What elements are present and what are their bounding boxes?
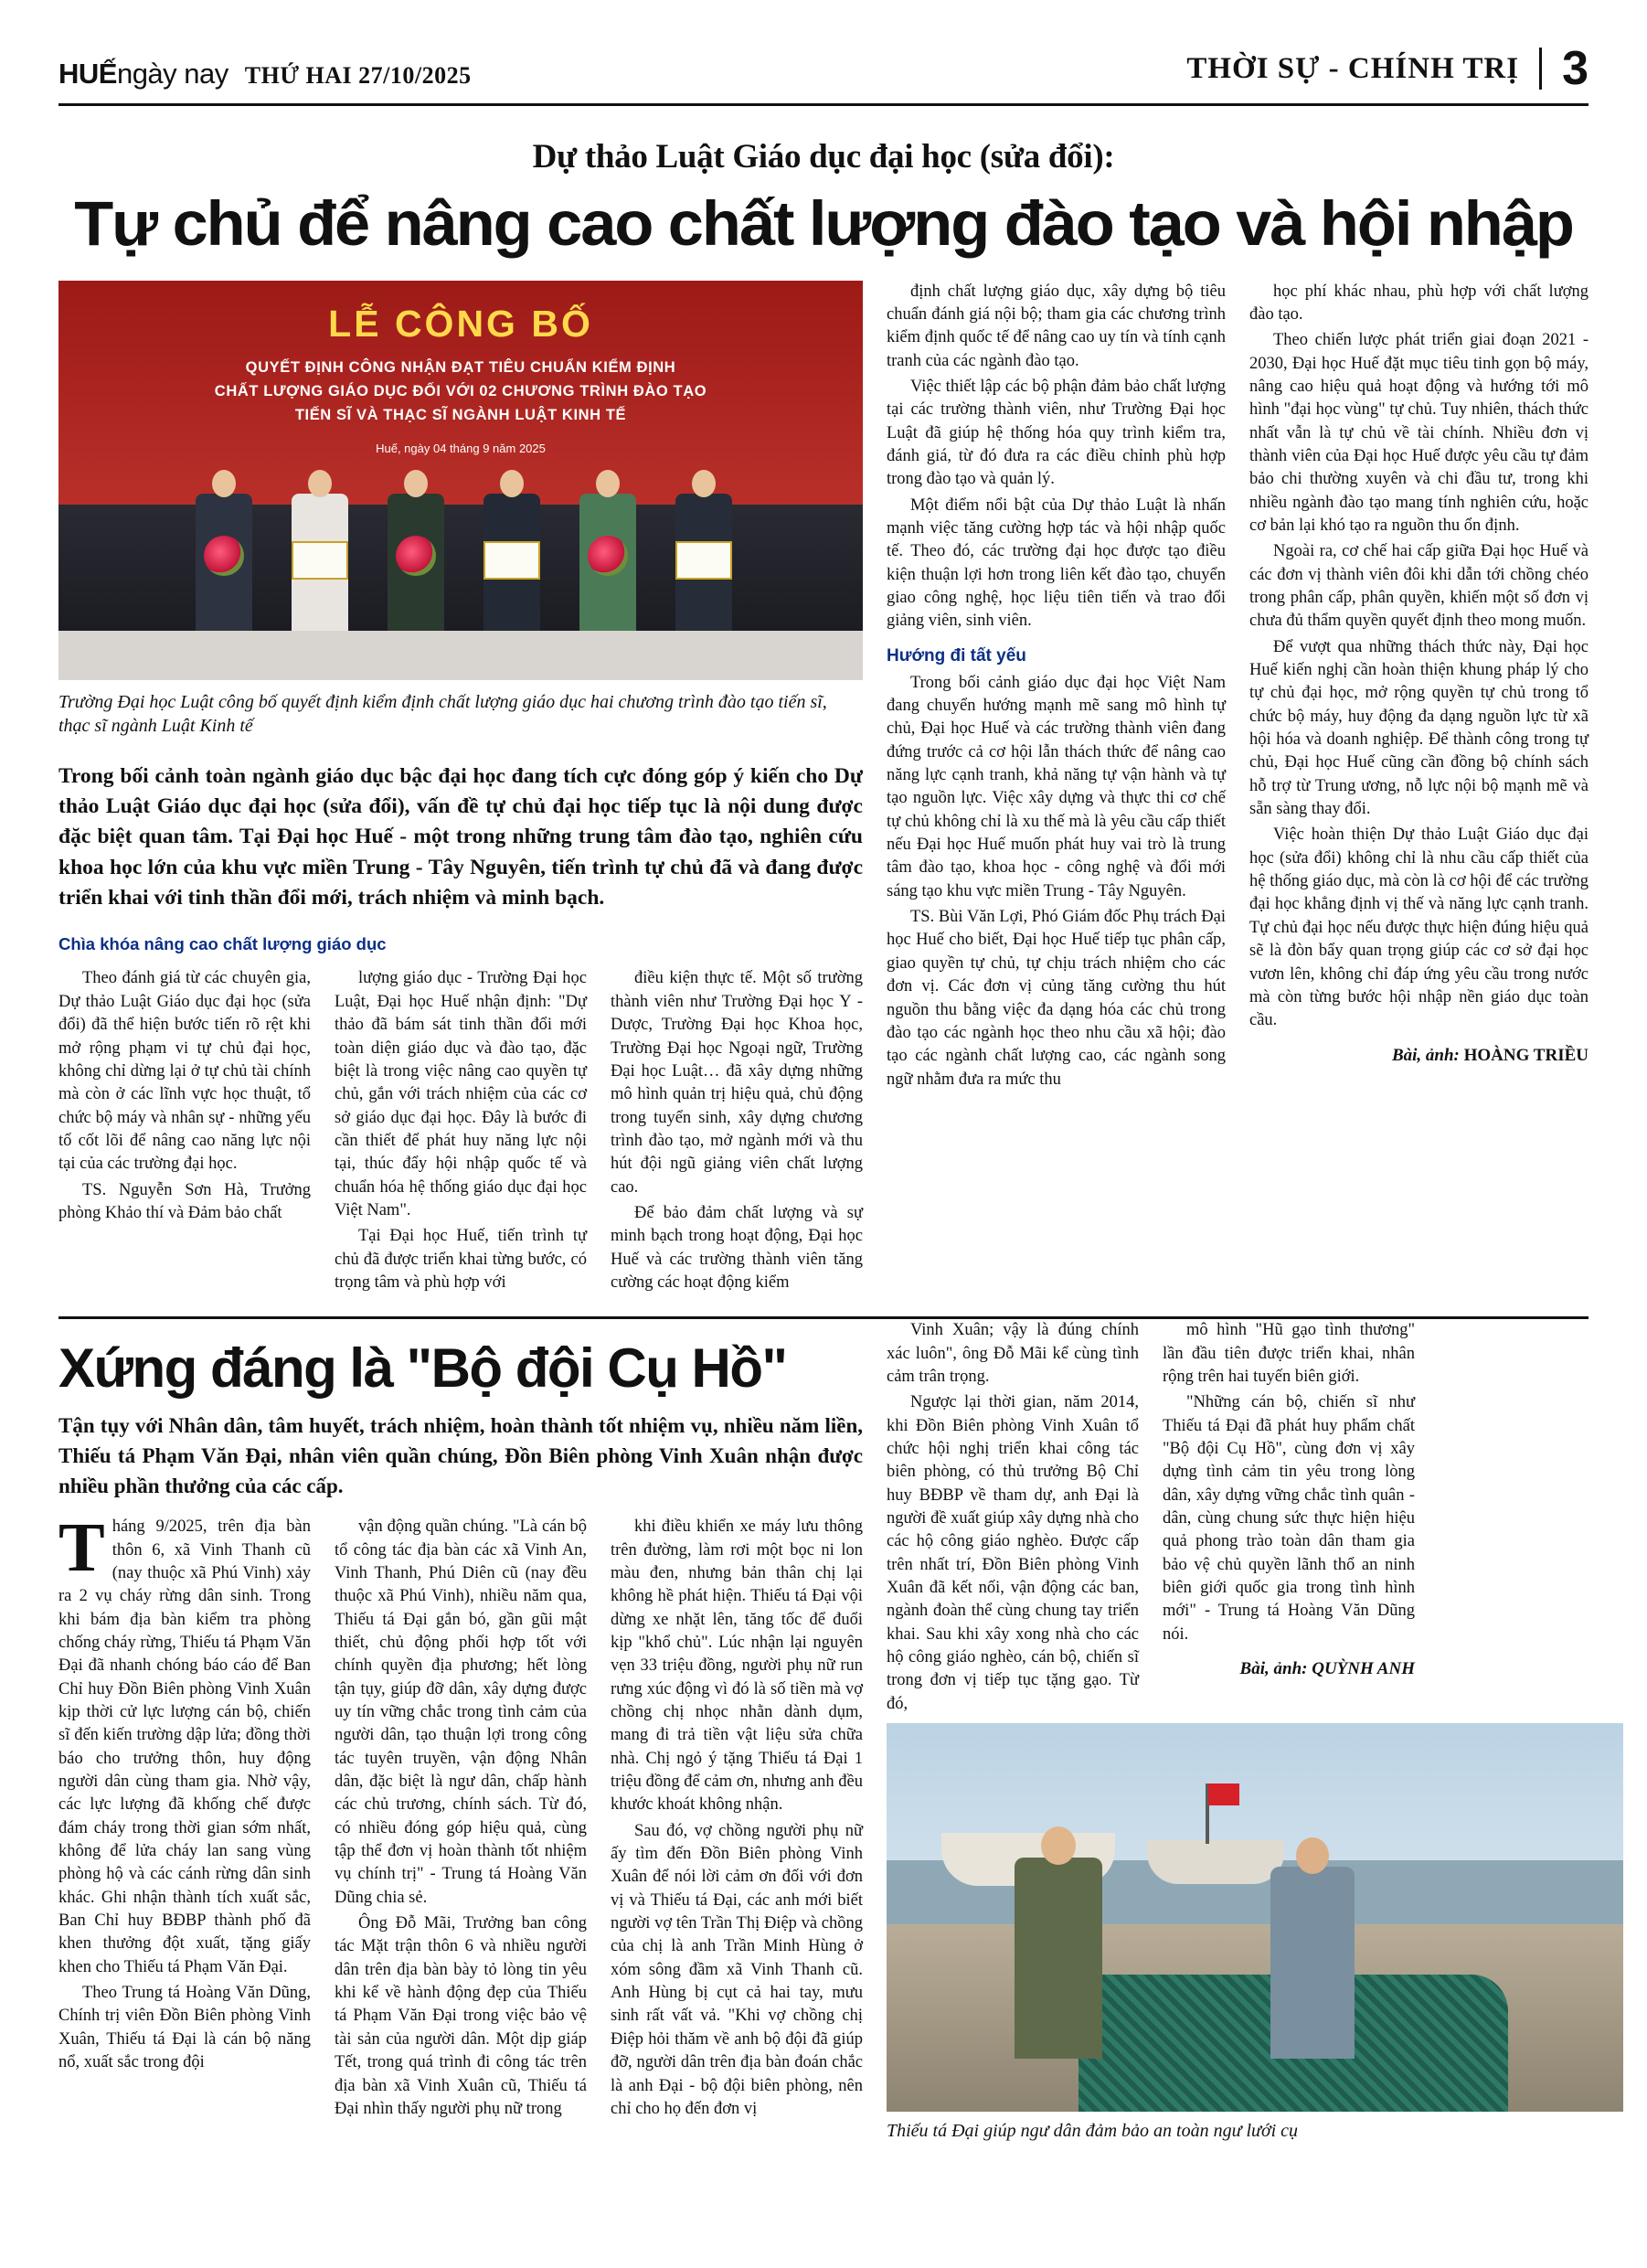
article1-left-block — [58, 281, 863, 1295]
article1-byline — [1249, 1046, 1589, 1066]
publication-logo — [58, 58, 228, 91]
article1-column-4 — [887, 281, 1226, 1295]
page-number: 3 — [1562, 42, 1589, 95]
article1-column-2 — [335, 967, 587, 1294]
article2-right-block — [887, 1319, 1623, 2142]
banner-line-3: TIẾN SĨ VÀ THẠC SĨ NGÀNH LUẬT KINH TẾ — [294, 406, 627, 423]
issue-date: THỨ HAI 27/10/2025 — [244, 61, 472, 89]
article1-photo — [58, 281, 863, 680]
paragraph: Sau đó, vợ chồng người phụ nữ ấy tìm đến Đồn Biên phòng Vinh Xuân để nói lời cảm ơn đối với đơn vị và Thiếu tá Đại, các anh mới biết người vợ tên Trần Thị Điệp và chồng của chị là anh Trần Minh Hùng ở xóm sông đầm xã Vinh Thanh cũ. Anh Hùng bị cụt cả hai tay, mưu sinh rất vất vả. "Khi vợ chồng chị Điệp hỏi thăm về anh bộ đội đã giúp đỡ, người dân trên địa bàn đoán chắc là anh Đại - bộ đội biên phòng, nên chỉ cho họ đến đơn vị — [611, 1821, 863, 2118]
article1-subhead-2: Hướng đi tất yếu — [887, 645, 1026, 665]
paragraph: Theo Trung tá Hoàng Văn Dũng, Chính trị viên Đồn Biên phòng Vinh Xuân, Thiếu tá Đại là cán bộ năng nổ, xuất sắc trong đội — [58, 1984, 311, 2072]
paragraph: Theo chiến lược phát triển giai đoạn 2021 - 2030, Đại học Huế đặt mục tiêu tinh gọn bộ máy, nâng cao hiệu quả hoạt động và hướng tới mô hình "đại học vùng" tự chủ. Tuy nhiên, thách thức nhất vẫn là tự chủ về tài chính. Nhiều đơn vị thành viên của Đại học Huế được yêu cầu tự đảm bảo chi thường xuyên và chi đầu tư, trong khi nhiều ngành đào tạo mang tính nghiên cứu, hoặc cơ bản lại khó tạo ra nguồn thu ổn định. — [1249, 331, 1589, 535]
article2-columns-right — [887, 1319, 1623, 1716]
person-head — [500, 470, 524, 497]
article1-body — [58, 281, 1589, 1295]
byline-prefix: Bài, ảnh: — [1391, 1045, 1460, 1065]
bouquet-icon — [396, 536, 436, 576]
bouquet-icon — [588, 536, 628, 576]
article1-column-5 — [1249, 281, 1589, 1295]
byline-author: QUỲNH ANH — [1312, 1659, 1415, 1679]
paragraph: Một điểm nổi bật của Dự thảo Luật là nhấn mạnh việc tăng cường hợp tác và hội nhập quốc tế. Theo đó, các trường đại học được tạo điều kiện thuận lợi hơn trong liên kết đào tạo, chuyển giao công nghệ, học liệu tiên tiến và trao đổi giảng viên, sinh viên. — [887, 495, 1226, 631]
paragraph: Theo đánh giá từ các chuyên gia, Dự thảo Luật Giáo dục đại học (sửa đổi) đã thể hiện bước tiến rõ rệt khi mở rộng phạm vi tự chủ đại học, không chỉ dừng lại ở tự chủ tài chính mà còn ở các lĩnh vực học thuật, tổ chức bộ máy và nhân sự - những yếu tố cốt lõi để nâng cao năng lực nội tại của các trường đại học. — [58, 969, 311, 1174]
photo-person — [292, 494, 348, 631]
article2-byline — [1163, 1659, 1415, 1679]
article1-subhead-1: Chìa khóa nâng cao chất lượng giáo dục — [58, 934, 387, 954]
photo-person — [675, 494, 732, 631]
paragraph: Ngoài ra, cơ chế hai cấp giữa Đại học Huế và các đơn vị thành viên đôi khi dẫn tới chồng chéo trong phân cấp, phân quyền, khiến một số đơn vị chưa đủ thẩm quyền quyết định theo mong muốn. — [1249, 542, 1589, 631]
paragraph: Vinh Xuân; vậy là đúng chính xác luôn", ông Đỗ Mãi kể cùng tình cảm trân trọng. — [887, 1321, 1139, 1386]
banner-line-1: QUYẾT ĐỊNH CÔNG NHẬN ĐẠT TIÊU CHUẨN KIỂM ĐỊNH — [245, 358, 676, 376]
article2-column-2 — [335, 1516, 587, 2121]
paragraph: mô hình "Hũ gạo tình thương" lần đầu tiên được triển khai, nhân rộng trên hai tuyến biên giới. — [1163, 1321, 1415, 1386]
paragraph: TS. Nguyễn Sơn Hà, Trưởng phòng Khảo thí và Đảm bảo chất — [58, 1180, 311, 1222]
person-head — [212, 470, 236, 497]
flag-icon — [1208, 1784, 1239, 1805]
photo-person — [579, 494, 636, 631]
stage-floor — [58, 631, 863, 680]
paragraph: Tại Đại học Huế, tiến trình tự chủ đã được triển khai từng bước, có trọng tâm và phù hợp với — [335, 1227, 587, 1292]
paragraph: học phí khác nhau, phù hợp với chất lượng đào tạo. — [1249, 282, 1589, 324]
article2-column-1 — [58, 1509, 311, 2121]
byline-prefix: Bài, ảnh: — [1239, 1659, 1308, 1679]
person-head — [308, 470, 332, 497]
person-head — [692, 470, 716, 497]
paragraph: Trong bối cảnh giáo dục đại học Việt Nam đang chuyển hướng mạnh mẽ sang mô hình tự chủ, Đại học Huế và các trường thành viên đang đứng trước cả cơ hội lẫn thách thức để nâng cao năng lực cạnh tranh, khả năng tự vận hành và tự tạo nguồn lực. Việc xây dựng và thực thi cơ chế tự chủ không chỉ là xu thế mà là yêu cầu cấp thiết nếu Đại học Huế muốn phát huy vai trò là trung tâm đào tạo, khoa học - công nghệ và đổi mới sáng tạo khu vực miền Trung - Tây Nguyên. — [887, 673, 1226, 900]
article1-column-1 — [58, 967, 311, 1294]
paragraph: khi điều khiển xe máy lưu thông trên đường, làm rơi một bọc ni lon màu đen, nhưng bản thân chị lại không hề phát hiện. Thiếu tá Đại vội dừng xe nhặt lên, tăng tốc để đuổi kịp "khổ chủ". Lúc nhận lại nguyên vẹn 33 triệu đồng, người phụ nữ run rưng xúc động vì đó là số tiền mà vợ chồng chị nhọc nhằn dành dụm, mang đi trả tiền vật liệu sửa chữa nhà. Chị ngỏ ý tặng Thiếu tá Đại 1 triệu đồng để cảm ơn, nhưng anh đều khước khoát không nhận. — [611, 1517, 863, 1815]
paragraph: Việc hoàn thiện Dự thảo Luật Giáo dục đại học (sửa đổi) không chỉ là nhu cầu cấp thiết của hệ thống giáo dục, mà còn là cơ hội để các trường đại học khẳng định vị thế và năng lực cạnh tranh. Tự chủ đại học nếu được thực hiện đúng hiệu quả sẽ là đòn bẩy quan trọng giúp các cơ sở đại học vươn lên, không chỉ đáp ứng yêu cầu trong nước mà còn từng bước hội nhập nền giáo dục toàn cầu. — [1249, 825, 1589, 1030]
paragraph: Ngược lại thời gian, năm 2014, khi Đồn Biên phòng Vinh Xuân tổ chức hội nghị triển khai công tác biên phòng, có thủ trưởng Bộ Chỉ huy BĐBP về tham dự, anh Đại là người đề xuất giúp xây dựng nhà cho các hộ công giáo nghèo. Được cấp trên nhất trí, Đồn Biên phòng Vinh Xuân đã kết nối, vận động các ban, ngành đoàn thể cùng chung tay triển khai. Sau khi xây xong nhà cho các hộ công giáo nghèo, cán bộ, chiến sĩ trong đơn vị tiếp tục tặng gạo. Từ đó, — [887, 1393, 1139, 1713]
banner-title: LỄ CÔNG BỐ — [328, 302, 593, 345]
article2-column-5 — [1163, 1319, 1415, 1716]
certificate-icon — [483, 541, 540, 580]
article1-column-3 — [611, 967, 863, 1294]
article2-columns-left — [58, 1509, 863, 2121]
person-head — [596, 470, 620, 497]
paragraph: Tháng 9/2025, trên địa bàn thôn 6, xã Vinh Thanh cũ (nay thuộc xã Phú Vinh) xảy ra 2 vụ cháy rừng dân sinh. Trong khi bám địa bàn kiểm tra phòng chống cháy rừng, Thiếu tá Phạm Văn Đại đã nhanh chóng báo cáo để Ban Chỉ huy Đồn Biên phòng Vinh Xuân kịp thời cử lực lượng cán bộ, chiến sĩ đến kiến trường dập lửa; đồng thời báo cho trưởng thôn, huy động người dân cùng tham gia. Nhờ vậy, các lực lượng đã khống chế được đám cháy trong thời gian sớm nhất, không để lửa cháy lan sang vùng phòng hộ và các cánh rừng dân sinh khác. Ghi nhận thành tích xuất sắc, Ban Chỉ huy BĐBP thành phố đã khen thưởng đột xuất, tặng giấy khen cho Thiếu tá Phạm Văn Đại. — [58, 1509, 311, 1976]
section-title: THỜI SỰ - CHÍNH TRỊ — [1186, 51, 1520, 85]
paragraph: TS. Bùi Văn Lợi, Phó Giám đốc Phụ trách Đại học Huế cho biết, Đại học Huế tiếp tục phân cấp, giao quyền tự chủ, tự chịu trách nhiệm cho các đơn vị. Các đơn vị củng tăng cường thu hút nguồn thu bằng việc đa dạng hóa các chủ trong đào tạo các ngành học theo nhu cầu xã hội; đào tạo các ngành chất lượng cao, các ngành song ngữ nhằm đưa ra mức thu — [887, 908, 1226, 1089]
certificate-icon — [292, 541, 348, 580]
article2-photo-caption: Thiếu tá Đại giúp ngư dân đảm bảo an toàn ngư lưới cụ — [887, 2121, 1299, 2142]
border-guard-figure — [1015, 1858, 1102, 2059]
masthead-divider — [1539, 48, 1542, 90]
photo-person — [483, 494, 540, 631]
paragraph: Việc thiết lập các bộ phận đảm bảo chất lượng tại các trường thành viên, như Trường Đại học Luật đã giúp hệ thống hóa quy trình kiểm tra, đánh giá, từ đó đưa ra các điều chỉnh phù hợp trong đào tạo và quản lý. — [887, 377, 1226, 489]
masthead-right — [1186, 42, 1589, 95]
paragraph: điều kiện thực tế. Một số trường thành viên như Trường Đại học Y - Dược, Trường Đại học Khoa học, Trường Đại học Ngoại ngữ, Trường Đại học Luật… đã xây dựng những mô hình quản trị hiệu quả, chủ động trong tuyển sinh, xây dựng chương trình đào tạo, mở ngành mới và thu hút đội ngũ giảng viên chất lượng cao. — [611, 969, 863, 1197]
certificate-icon — [675, 541, 732, 580]
person-head — [1041, 1826, 1076, 1865]
person-head — [404, 470, 428, 497]
paragraph: "Những cán bộ, chiến sĩ như Thiếu tá Đại đã phát huy phẩm chất "Bộ đội Cụ Hồ", cùng đơn vị xây dựng tình cảm tin yêu trong lòng dân, xây dựng vững chắc tình quân - dân, cùng chung sức thực hiện hiệu quả phong trào toàn dân tham gia bảo vệ chủ quyền lãnh thổ an ninh biên giới quốc gia trong tình hình mới" - Trung tá Hoàng Văn Dũng nói. — [1163, 1393, 1415, 1644]
article2-column-4 — [887, 1319, 1139, 1716]
paragraph: Ông Đỗ Mãi, Trưởng ban công tác Mặt trận thôn 6 và nhiều người dân trên địa bàn bày tỏ lòng tin yêu khi kể về hành động đẹp của Thiếu tá Phạm Văn Đại trong việc bảo vệ tài sản của người dân. Một dịp giáp Tết, trong quá trình đi công tác trên địa bàn xã Vinh Xuân cũ, Thiếu tá Đại nhìn thấy người phụ nữ trong — [335, 1914, 587, 2118]
article2-top — [58, 1319, 1589, 2142]
banner-line-4: Huế, ngày 04 tháng 9 năm 2025 — [376, 441, 546, 455]
paragraph: lượng giáo dục - Trường Đại học Luật, Đại học Huế nhận định: "Dự thảo đã bám sát tinh thần đổi mới toàn diện giáo dục và đào tạo, đặc biệt là trong việc nâng cao quyền tự chủ, gắn với trách nhiệm của các cơ sở giáo dục đại học. Đây là bước đi cần thiết để phát huy năng lực nội tại, thúc đẩy hội nhập quốc tế và chuẩn hóa hệ thống giáo dục đại học Việt Nam". — [335, 969, 587, 1219]
article2-column-3 — [611, 1516, 863, 2121]
article1-headline: Tự chủ để nâng cao chất lượng đào tạo và hội nhập — [74, 187, 1573, 259]
photo-person — [196, 494, 252, 631]
article1-lead: Trong bối cảnh toàn ngành giáo dục bậc đại học đang tích cực đóng góp ý kiến cho Dự thảo Luật Giáo dục đại học (sửa đổi), vấn đề tự chủ đại học tiếp tục là nội dung được đặc biệt quan tâm. Tại Đại học Huế - một trong những trung tâm đào tạo, nghiên cứu khoa học lớn của khu vực miền Trung - Tây Nguyên, tiến trình tự chủ đã và đang được triển khai với tinh thần đổi mới, trách nhiệm và minh bạch. — [58, 763, 863, 910]
fisherman-figure — [1270, 1867, 1355, 2059]
article2-headline: Xứng đáng là "Bộ đội Cụ Hồ" — [58, 1337, 787, 1400]
article2-lead: Tận tụy với Nhân dân, tâm huyết, trách nhiệm, hoàn thành tốt nhiệm vụ, nhiều năm liền, Thiếu tá Phạm Văn Đại, nhân viên quần chúng, Đồn Biên phòng Vinh Xuân nhận được nhiều phần thưởng của các cấp. — [58, 1414, 863, 1497]
byline-author: HOÀNG TRIỀU — [1463, 1045, 1589, 1065]
paragraph: Để vượt qua những thách thức này, Đại học Huế kiến nghị cần hoàn thiện khung pháp lý cho tự chủ đại học, mở rộng quyền tự chủ trong tổ chức bộ máy, huy động đa dạng nguồn lực từ xã hội hóa và doanh nghiệp. Để thành công trong tự chủ, Đại học Huế cũng cần đồng bộ chính sách hỗ trợ từ Trung ương, nỗ lực nội bộ mạnh mẽ và sẵn sàng thay đổi. — [1249, 637, 1589, 819]
masthead — [58, 42, 1589, 106]
article1-columns — [58, 967, 863, 1294]
article1-photo-caption: Trường Đại học Luật công bố quyết định kiểm định chất lượng giáo dục hai chương trình đào tạo tiến sĩ, thạc sĩ ngành Luật Kinh tế — [58, 691, 827, 736]
article1-photo-wrap — [58, 281, 863, 738]
article2-photo — [887, 1723, 1623, 2112]
paragraph: Để bảo đảm chất lượng và sự minh bạch trong hoạt động, Đại học Huế và các trường thành viên tăng cường các hoạt động kiểm — [611, 1203, 863, 1292]
logo-bold: HUẾ — [58, 57, 117, 90]
paragraph: vận động quần chúng. "Là cán bộ tổ công tác địa bàn các xã Vinh An, Vinh Thanh, Phú Diên cũ (nay đều thuộc xã Phú Vinh), nhiều năm qua, Thiếu tá Đại gắn bó, gần gũi mật thiết, chủ động phối hợp tốt với chính quyền địa phương; hết lòng tận tụy, giúp đỡ dân, xây dựng được uy tín vững chắc trong tình cảm của người dân, tạo thuận lợi trong công tác tuyên truyền, vận động Nhân dân, đặc biệt là ngư dân, chấp hành các chủ trương, chính sách. Từ đó, có nhiều đóng góp hiệu quả, cùng tập thể đơn vị hoàn thành tốt nhiệm vụ chính trị" - Trung tá Hoàng Văn Dũng chia sẻ. — [335, 1517, 587, 1907]
masthead-left — [58, 58, 472, 91]
photo-person — [388, 494, 444, 631]
paragraph: định chất lượng giáo dục, xây dựng bộ tiêu chuẩn đánh giá nội bộ; tham gia các chương trình kiểm định quốc tế để nâng cao uy tín và tính cạnh tranh của các ngành đào tạo. — [887, 282, 1226, 370]
bouquet-icon — [204, 536, 244, 576]
boat-icon — [1147, 1840, 1284, 1884]
banner-line-2: CHẤT LƯỢNG GIÁO DỤC ĐỐI VỚI 02 CHƯƠNG TRÌNH ĐÀO TẠO — [214, 382, 707, 399]
person-head — [1296, 1837, 1329, 1874]
article1-kicker: Dự thảo Luật Giáo dục đại học (sửa đổi): — [532, 137, 1115, 176]
logo-thin: ngày nay — [116, 57, 228, 90]
article2-headline-block — [58, 1319, 863, 2142]
